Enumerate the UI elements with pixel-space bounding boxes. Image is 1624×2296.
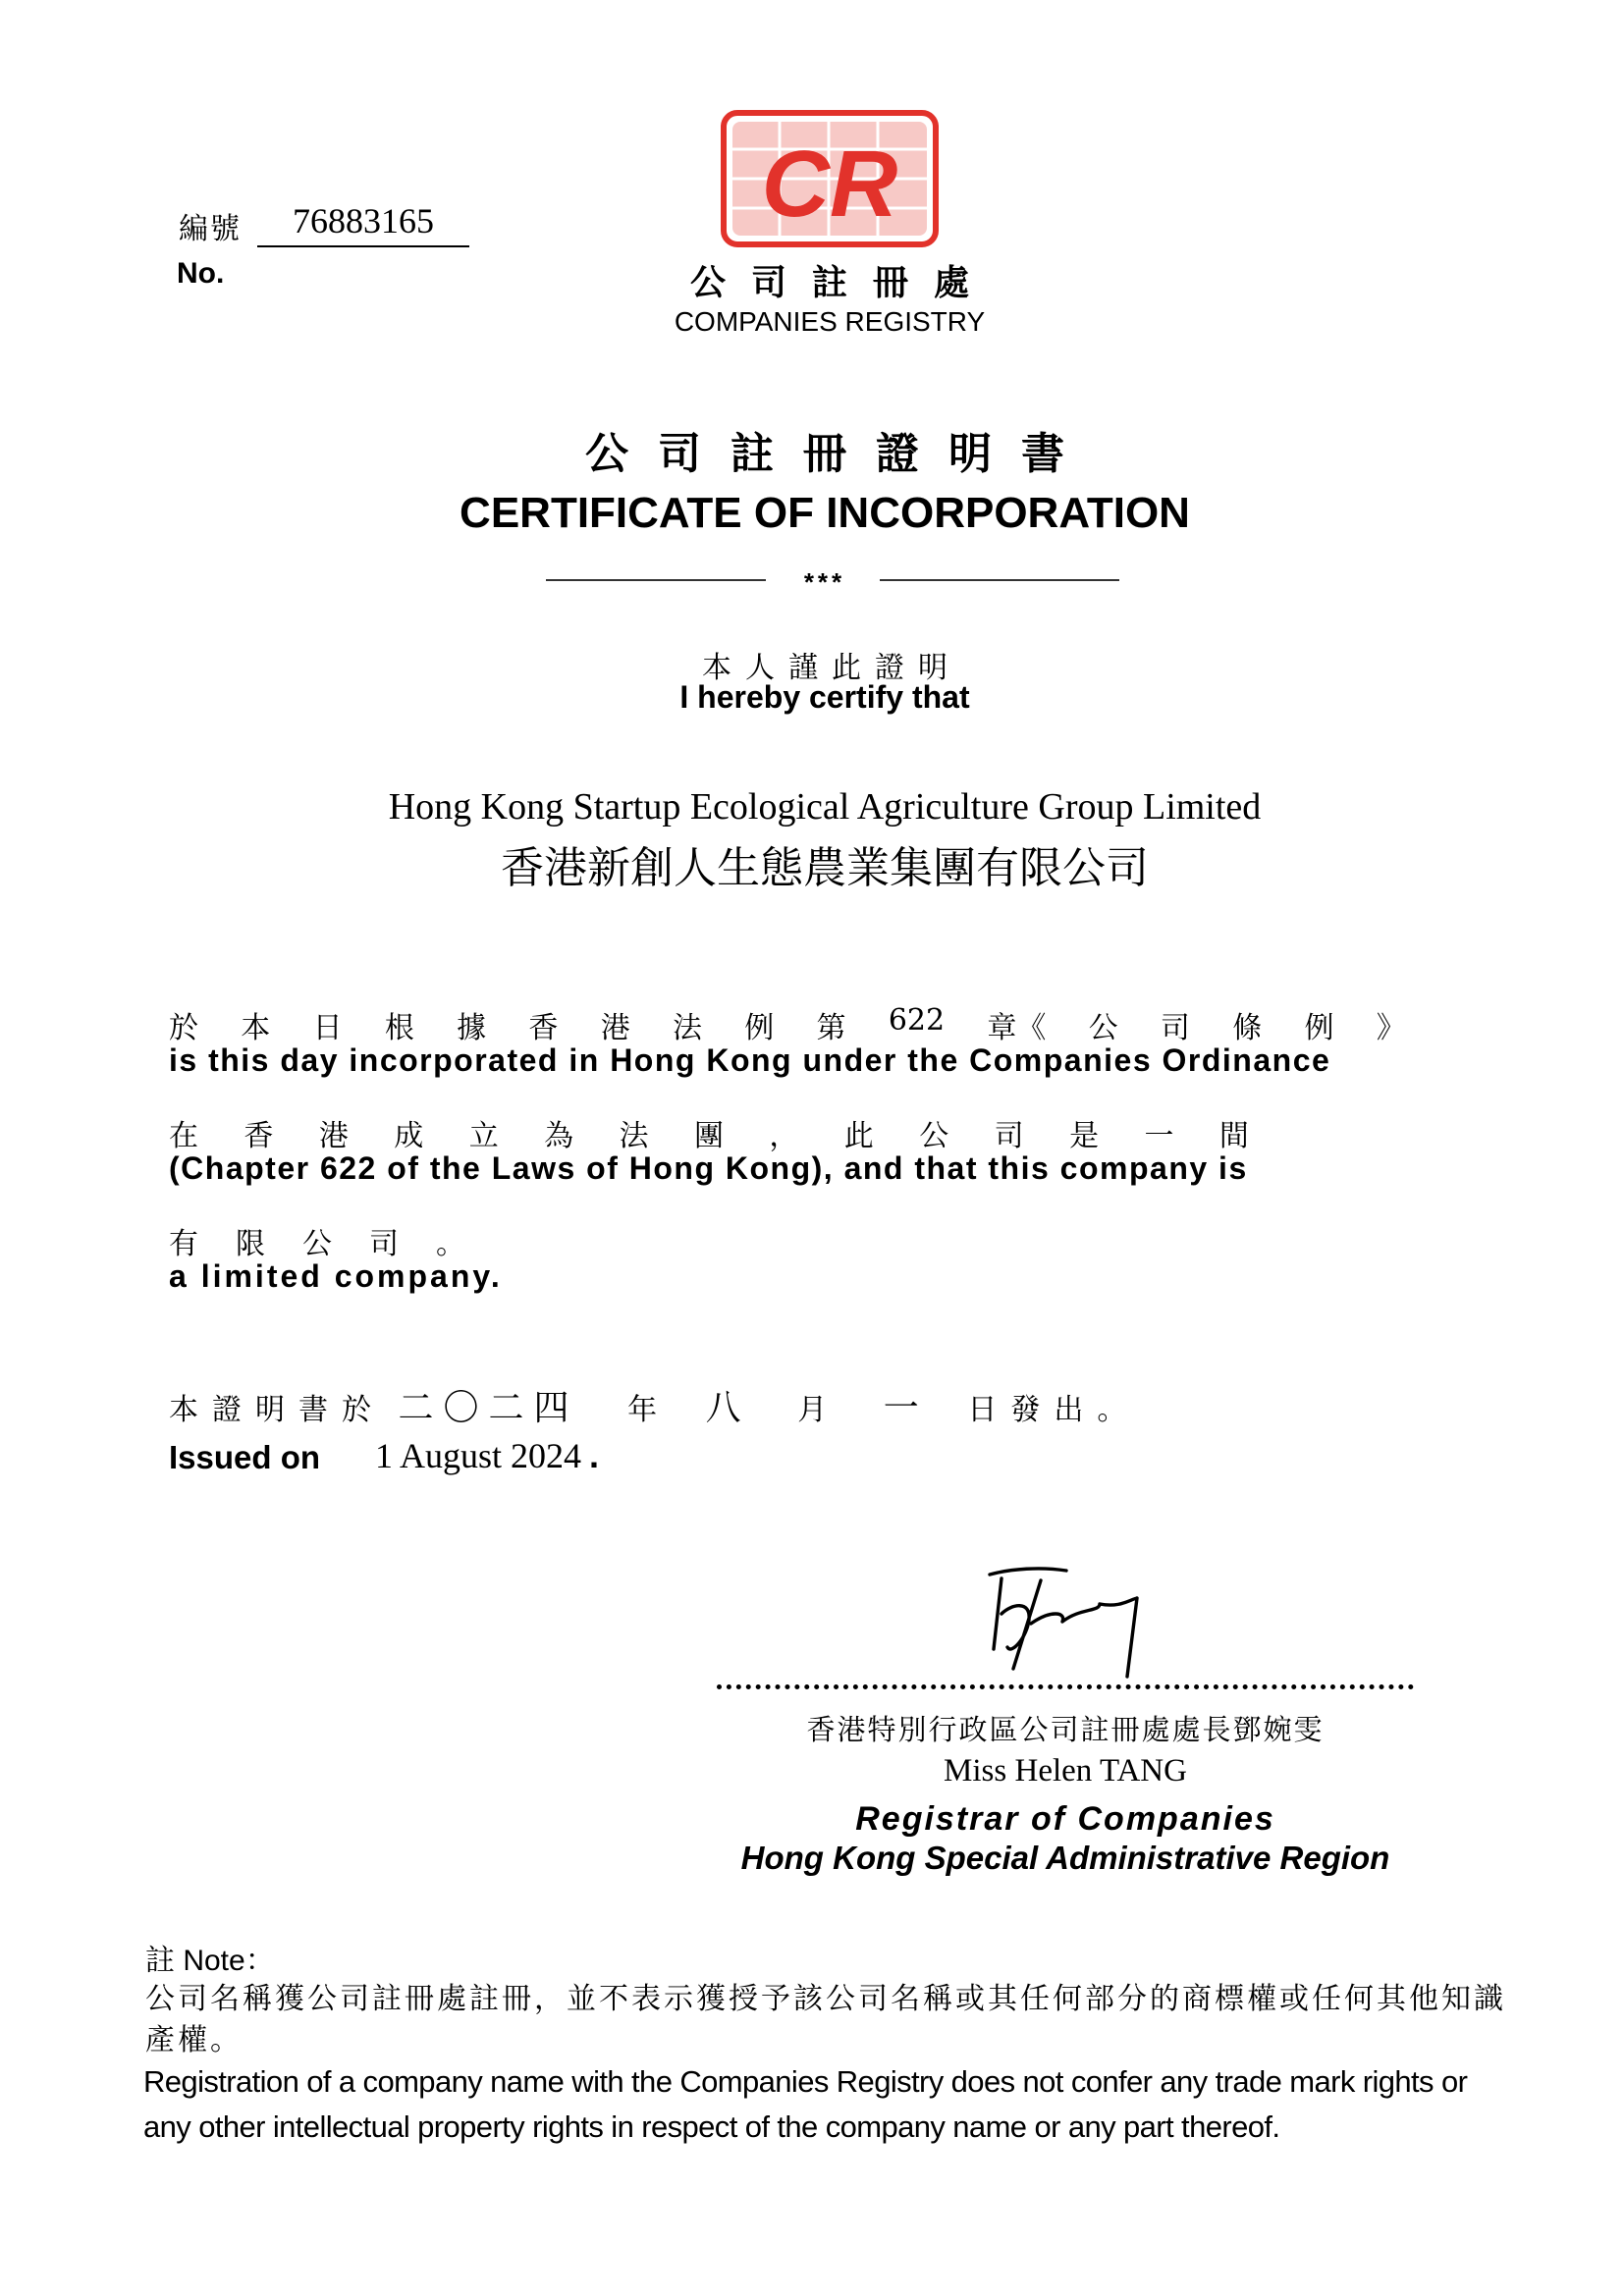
- certify-text-en: I hereby certify that: [679, 679, 970, 715]
- note-heading: 註 Note：: [145, 1945, 275, 1977]
- body-line1-zh: [169, 1003, 1406, 1046]
- registrar-title-en: Registrar of Companies: [855, 1800, 1275, 1838]
- body-char: 法: [619, 1119, 649, 1153]
- number-label-zh: 編號: [179, 212, 242, 246]
- certify-text-zh: 本人謹此證明: [702, 651, 961, 685]
- registrar-signature: [972, 1561, 1149, 1679]
- separator-left-rule: [546, 579, 766, 581]
- body-char: 團: [693, 1119, 724, 1153]
- body-char: 例: [744, 1011, 775, 1045]
- body-char: 日: [312, 1011, 343, 1045]
- body-char: 司: [994, 1119, 1024, 1153]
- companies-registry-logo: [721, 110, 939, 247]
- body-char: 第: [816, 1011, 846, 1045]
- body-line3-zh: [169, 1219, 1406, 1262]
- issue-month-unit-zh: 月: [797, 1393, 828, 1427]
- body-char: 司: [1160, 1011, 1190, 1045]
- body-char: 此: [843, 1119, 874, 1153]
- body-char: 間: [1218, 1119, 1249, 1153]
- body-char: 。: [436, 1227, 465, 1261]
- issued-on-label: Issued on: [169, 1439, 321, 1475]
- body-char: 622: [888, 1003, 946, 1038]
- body-char: 一: [1144, 1119, 1174, 1153]
- body-char: 公: [1088, 1011, 1118, 1045]
- body-char: ，: [769, 1119, 799, 1153]
- body-char: 法: [672, 1011, 702, 1045]
- body-line2-en: (Chapter 622 of the Laws of Hong Kong), and that this company is: [169, 1150, 1248, 1186]
- registry-name-zh: 公司註冊處: [689, 262, 995, 303]
- separator-right-rule: [880, 579, 1119, 581]
- certificate-title-zh: 公司註冊證明書: [585, 429, 1094, 479]
- registry-name-en: COMPANIES REGISTRY: [674, 306, 986, 337]
- body-char: 有: [169, 1227, 198, 1261]
- body-char: 是: [1069, 1119, 1100, 1153]
- note-text-en: Registration of a company name with the Companies Registry does not confer any trade mark rights or any other intellectual property rights in respect of the company name or any part thereof.: [143, 2064, 1468, 2144]
- registrar-title-zh: 香港特別行政區公司註冊處處長鄧婉雯: [806, 1713, 1325, 1746]
- issue-year-unit-zh: 年: [627, 1393, 658, 1427]
- body-char: 例: [1304, 1011, 1334, 1045]
- issue-prefix-zh: 本證明書於: [169, 1393, 385, 1427]
- company-name-en: Hong Kong Startup Ecological Agriculture Group Limited: [388, 786, 1262, 828]
- body-char: 在: [169, 1119, 198, 1153]
- issued-date-period: .: [589, 1435, 600, 1475]
- body-char: 立: [468, 1119, 499, 1153]
- registrar-name: Miss Helen TANG: [944, 1753, 1187, 1789]
- body-char: 公: [302, 1227, 332, 1261]
- issue-date-zh: [169, 1380, 1140, 1430]
- body-char: 港: [600, 1011, 630, 1045]
- body-char: 根: [384, 1011, 414, 1045]
- number-label-en: No.: [177, 257, 225, 290]
- issued-date-value: 1 August 2024: [375, 1436, 582, 1475]
- company-name-zh: 香港新創人生態農業集團有限公司: [501, 843, 1149, 893]
- body-line1-en: is this day incorporated in Hong Kong under the Companies Ordinance: [169, 1042, 1331, 1078]
- body-char: 成: [394, 1119, 424, 1153]
- separator-stars: ***: [803, 567, 846, 597]
- certificate-number: 76883165: [257, 196, 469, 247]
- body-char: 為: [544, 1119, 574, 1153]
- certificate-title-en: CERTIFICATE OF INCORPORATION: [460, 489, 1190, 537]
- body-char: 章《: [987, 1011, 1047, 1045]
- body-line3-en: a limited company.: [169, 1258, 503, 1294]
- issue-month-zh: 八: [705, 1388, 741, 1428]
- body-char: 公: [919, 1119, 949, 1153]
- body-char: 香: [528, 1011, 559, 1045]
- note-text-zh: 公司名稱獲公司註冊處註冊，並不表示獲授予該公司名稱或其任何部分的商標權或任何其他知識產權。: [145, 1982, 1506, 2057]
- issue-year-zh: 二〇二四: [398, 1388, 579, 1428]
- body-char: 本: [241, 1011, 271, 1045]
- signature-line: [717, 1684, 1414, 1689]
- body-char: 》: [1376, 1011, 1406, 1045]
- body-line2-zh: [169, 1111, 1249, 1154]
- body-char: 香: [244, 1119, 274, 1153]
- body-char: 司: [369, 1227, 399, 1261]
- body-char: 條: [1232, 1011, 1263, 1045]
- logo-text: CR: [761, 132, 898, 237]
- issue-day-zh: 一: [883, 1388, 919, 1428]
- issued-on-date: [375, 1435, 599, 1476]
- body-char: 限: [236, 1227, 265, 1261]
- registrar-region-en: Hong Kong Special Administrative Region: [740, 1840, 1390, 1876]
- issue-suffix-zh: 日發出。: [967, 1393, 1141, 1427]
- body-char: 於: [169, 1011, 198, 1045]
- body-char: 港: [318, 1119, 349, 1153]
- body-char: 據: [457, 1011, 487, 1045]
